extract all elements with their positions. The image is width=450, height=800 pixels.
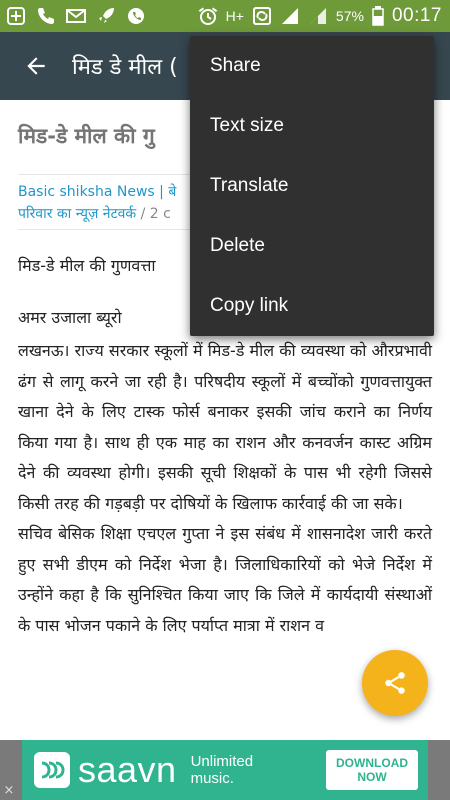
plus-icon	[6, 6, 26, 26]
alarm-icon	[198, 6, 218, 26]
system-icons	[198, 0, 442, 32]
data-sync-icon	[252, 6, 272, 26]
share-fab[interactable]	[362, 650, 428, 716]
article-lead: मिड-डे मील की गुणवत्ता	[18, 256, 156, 275]
meta-date: / 2 c	[136, 206, 171, 222]
ad-content[interactable]	[22, 740, 428, 800]
article-paragraph: सचिव बेसिक शिक्षा एचएल गुप्ता ने इस संबंध में शासनादेश जारी करते हुए सभी डीएम को निर्देश भेजा है। जिलाधिकारियों को भेजे निर्देश में उन्होंने कहा है कि सुनिश्चित किया जाए कि जिले में कार्यदायी संस्थाओं के पास भोजन पकाने के लिए पर्याप्त मात्रा में राशन व	[18, 524, 432, 635]
app-bar-title: मिड डे मील (	[72, 55, 178, 80]
whatsapp-icon	[126, 6, 146, 26]
menu-item-delete[interactable]: Delete	[210, 235, 265, 256]
network-h-plus-icon: H+	[225, 8, 244, 24]
phone-icon	[36, 6, 56, 26]
category-link[interactable]: बे	[163, 184, 177, 200]
battery-icon	[372, 6, 384, 26]
signal-icon	[280, 6, 300, 26]
article-paragraph: लखनऊ। राज्य सरकार स्कूलों में मिड-डे मील की व्यवस्था को औरप्रभावी ढंग से लागू करने जा रही है। परिषदीय स्कूलों में बच्चोंको गुणवत्तायुक्त खाना देने के लिए टास्क फोर्स बनाकर इसकी जांच कराने का निर्णय किया गया है। साथ ही एक माह का राशन और कनवर्जन कास्ट अग्रिम देने की व्यवस्था होगी। इसकी सूची शिक्षकों के पास भी रहेगी जिससे किसी तरह की गड़बड़ी पर दोषियों के खिलाफ कार्रवाई की जा सके।	[18, 341, 432, 513]
menu-item-text-size[interactable]: Text size	[210, 115, 284, 136]
rocket-icon	[96, 6, 116, 26]
ad-tagline: Unlimited music.	[190, 753, 254, 787]
ad-close-icon[interactable]: ×	[3, 783, 15, 798]
battery-percent: 57%	[335, 8, 364, 24]
ad-banner[interactable]	[0, 740, 450, 800]
menu-item-translate[interactable]: Translate	[210, 175, 289, 196]
ad-download-button[interactable]: DOWNLOAD NOW	[326, 750, 418, 790]
menu-item-copy-link[interactable]: Copy link	[210, 295, 289, 316]
signal-icon	[308, 6, 328, 26]
source-link[interactable]: Basic shiksha News |	[18, 184, 164, 200]
menu-item-share[interactable]: Share	[210, 55, 261, 76]
arrow-back-icon	[23, 53, 49, 79]
back-button[interactable]	[8, 38, 64, 94]
notification-icons	[0, 6, 146, 26]
clock: 00:17	[391, 5, 442, 26]
network-link[interactable]: परिवार का न्यूज़ नेटवर्क	[18, 206, 137, 222]
article-byline: अमर उजाला ब्यूरो	[18, 308, 122, 327]
share-icon	[382, 670, 408, 696]
overflow-menu	[190, 36, 434, 336]
mail-icon	[66, 6, 86, 26]
status-bar	[0, 0, 450, 32]
ad-brand: saavn	[78, 749, 177, 790]
saavn-logo-icon	[34, 752, 70, 788]
article-title: मिड-डे मील की गु	[18, 124, 155, 148]
article-body	[18, 336, 432, 641]
